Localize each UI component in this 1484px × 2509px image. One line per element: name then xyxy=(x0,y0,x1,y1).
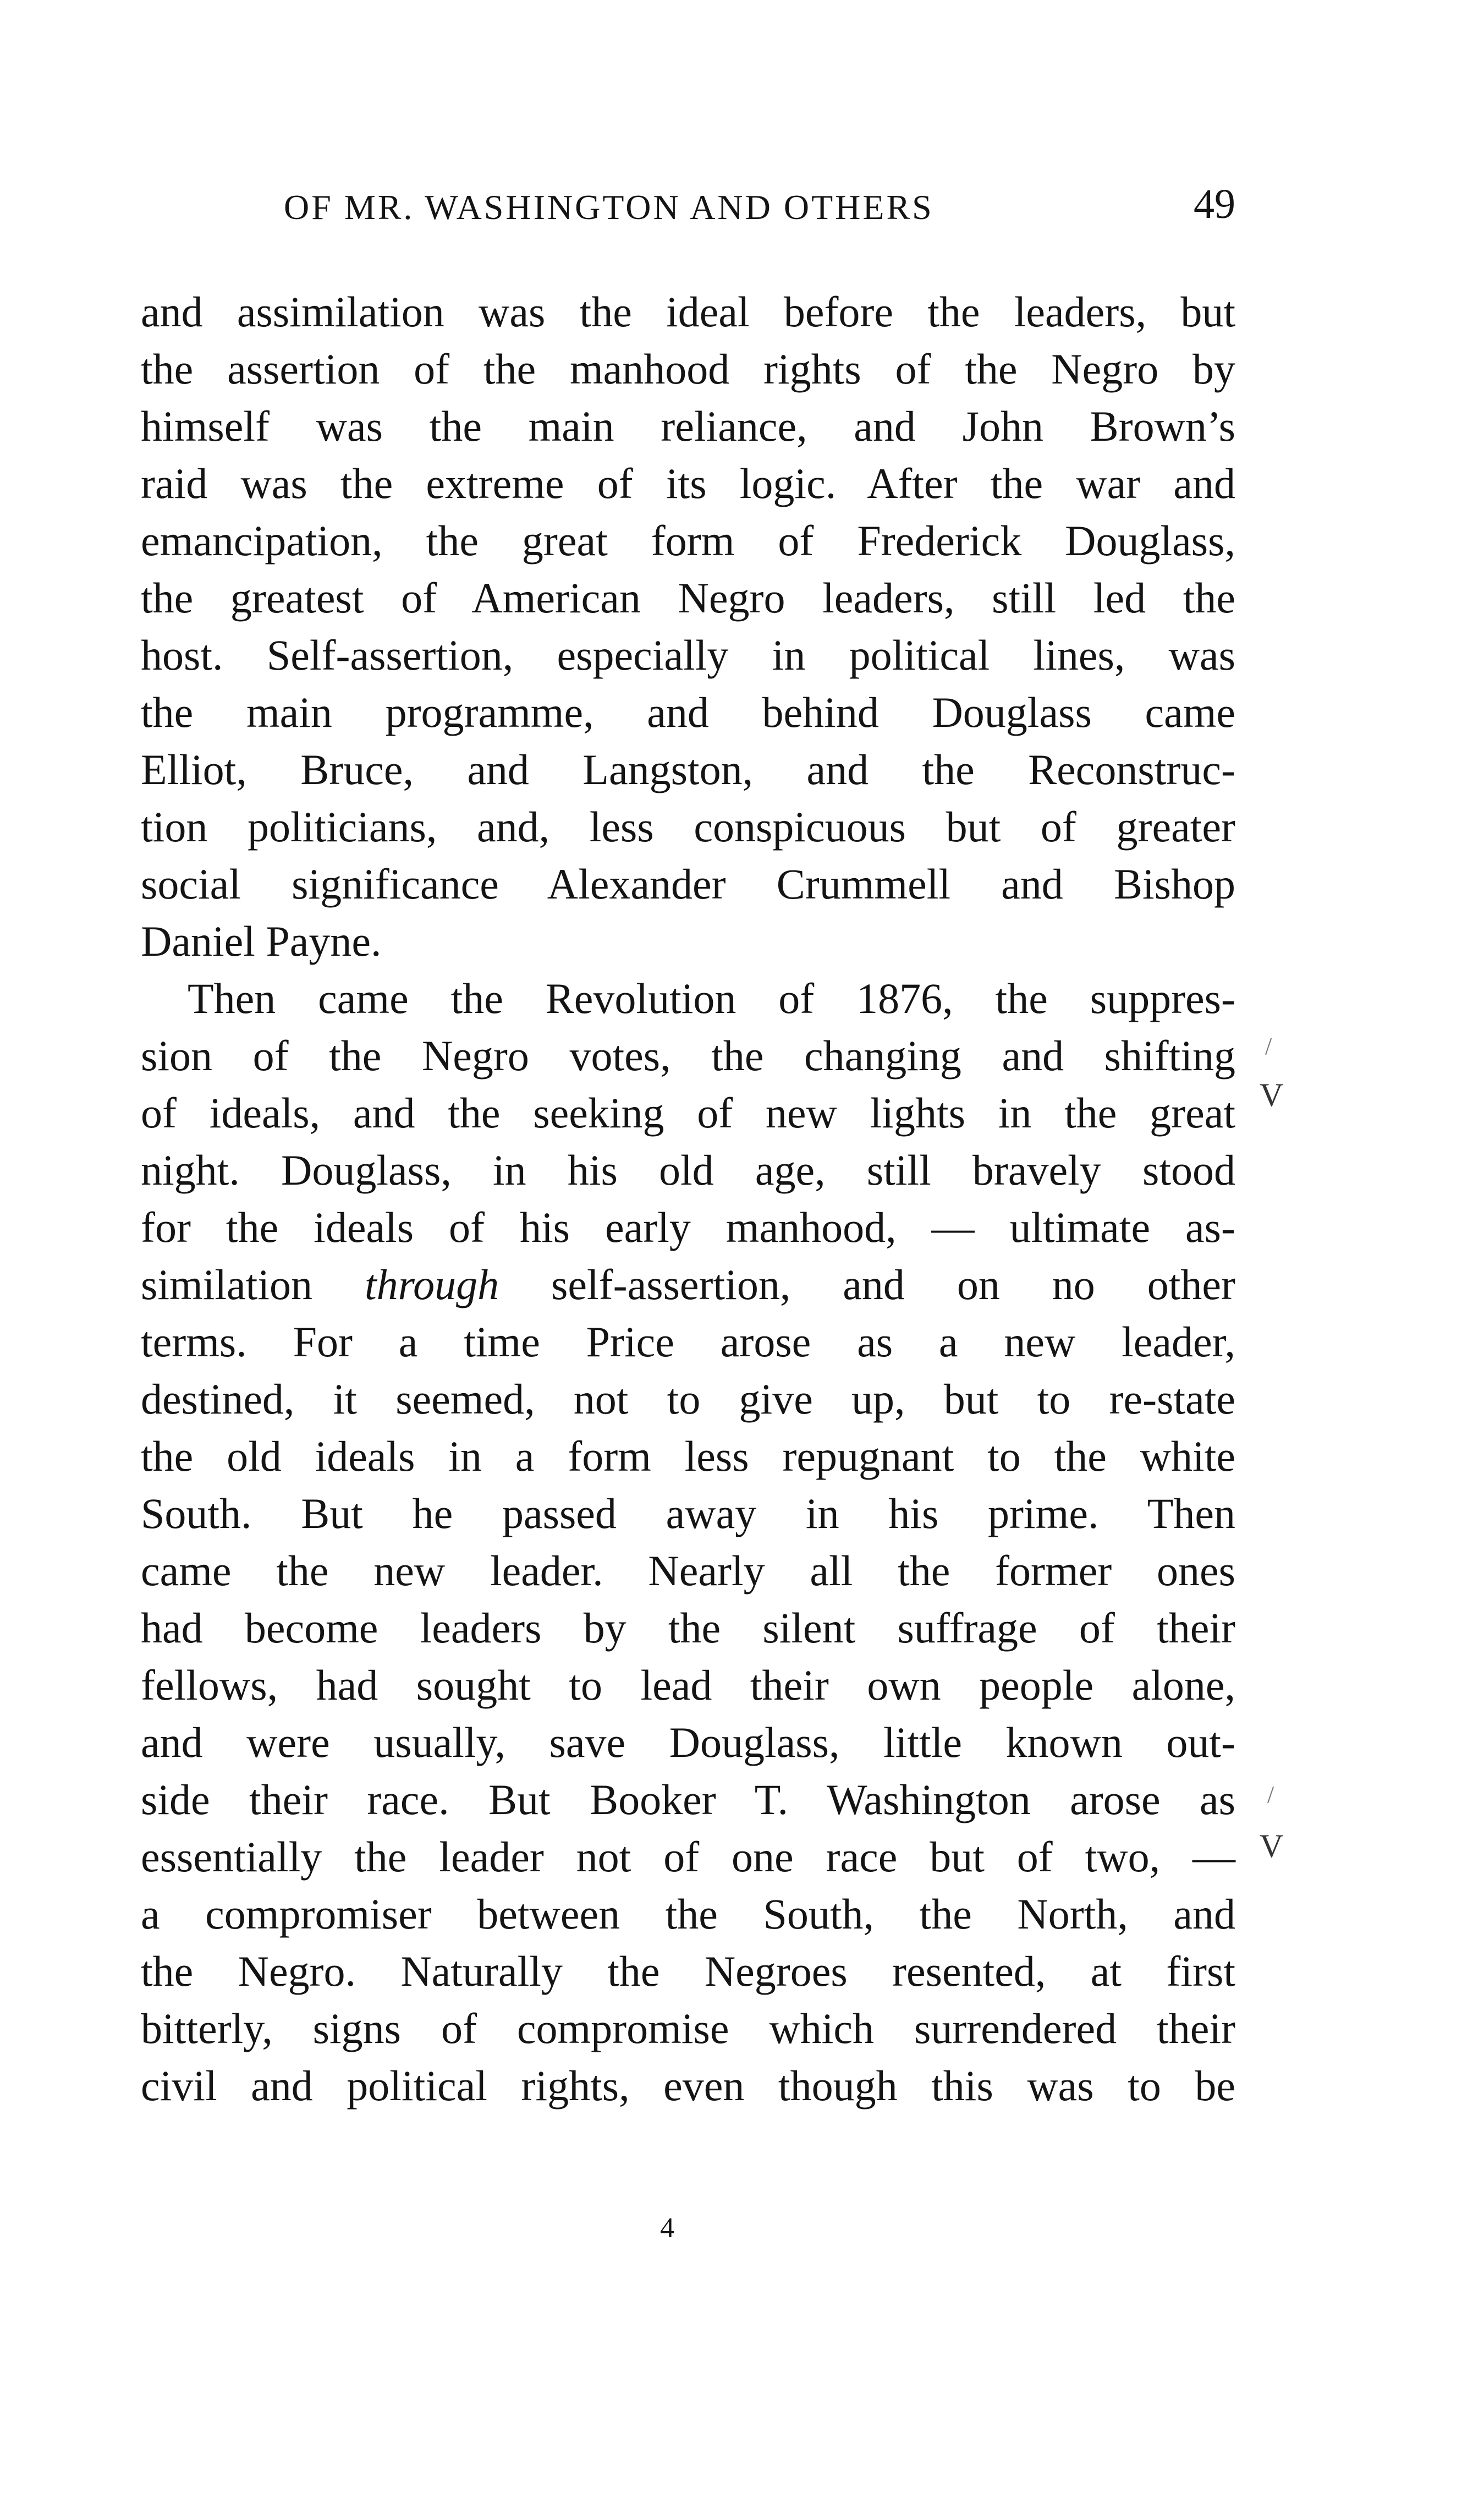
text-line: a compromiser between the South, the North, and xyxy=(141,1890,1235,1938)
paragraph-end-line: Daniel Payne. xyxy=(141,917,382,965)
text-line: sion of the Negro votes, the changing and shifting xyxy=(141,1032,1235,1080)
text-line: South. But he passed away in his prime. Then xyxy=(141,1489,1235,1537)
text-line: civil and political rights, even though this was to be xyxy=(141,2062,1235,2110)
text-line-with-italic xyxy=(141,1256,1235,1313)
text-line: tion politicians, and, less conspicuous but of greater xyxy=(141,803,1235,851)
text-line: fellows, had sought to lead their own people alone, xyxy=(141,1661,1235,1709)
text-line: host. Self-assertion, especially in political lines, was xyxy=(141,631,1235,679)
running-title: OF MR. WASHINGTON AND OTHERS xyxy=(284,188,934,227)
margin-check-mark: V xyxy=(1260,1828,1284,1864)
text-line: terms. For a time Price arose as a new leader, xyxy=(141,1318,1235,1366)
text-line: the greatest of American Negro leaders, still led the xyxy=(141,574,1235,622)
text-line: and assimilation was the ideal before the leaders, but xyxy=(141,288,1235,336)
text-line: of ideals, and the seeking of new lights in the great xyxy=(141,1089,1235,1137)
text-line: night. Douglass, in his old age, still bravely stood xyxy=(141,1146,1235,1194)
text-line: bitterly, signs of compromise which surrendered their xyxy=(141,2004,1235,2052)
text-line: the assertion of the manhood rights of the Negro by xyxy=(141,345,1235,393)
italic-word: through xyxy=(364,1261,499,1308)
text-line: the Negro. Naturally the Negroes resented, at first xyxy=(141,1947,1235,1995)
text-segment: self-assertion, and on no other xyxy=(499,1261,1235,1308)
text-line: came the new leader. Nearly all the former ones xyxy=(141,1547,1235,1595)
margin-check-mark: V xyxy=(1260,1077,1284,1113)
text-line: himself was the main reliance, and John Brown’s xyxy=(141,402,1235,450)
text-line: destined, it seemed, not to give up, but to re-state xyxy=(141,1375,1235,1423)
text-line: and were usually, save Douglass, little known out- xyxy=(141,1718,1235,1766)
signature-mark: 4 xyxy=(660,2212,674,2244)
paragraph-start-line: Then came the Revolution of 1876, the suppres- xyxy=(188,974,1235,1022)
text-line: Elliot, Bruce, and Langston, and the Reconstruc- xyxy=(141,746,1235,793)
running-head xyxy=(141,177,1235,243)
text-line: the main programme, and behind Douglass came xyxy=(141,688,1235,736)
text-line: social significance Alexander Crummell and Bishop xyxy=(141,860,1235,908)
page-number: 49 xyxy=(1194,181,1235,227)
text-line: essentially the leader not of one race but of two, — xyxy=(141,1833,1235,1881)
text-line: for the ideals of his early manhood, — ultimate as- xyxy=(141,1203,1235,1251)
margin-pencil-tick: / xyxy=(1267,1781,1274,1808)
text-line: emancipation, the great form of Frederick Douglass, xyxy=(141,517,1235,565)
body-text xyxy=(141,283,1235,2114)
text-line: the old ideals in a form less repugnant to the white xyxy=(141,1432,1235,1480)
text-line: side their race. But Booker T. Washington arose as xyxy=(141,1776,1235,1823)
text-line: had become leaders by the silent suffrage of their xyxy=(141,1604,1235,1652)
text-segment: similation xyxy=(141,1261,365,1308)
text-line: raid was the extreme of its logic. After the war and xyxy=(141,459,1235,507)
margin-pencil-tick: / xyxy=(1265,1033,1272,1060)
